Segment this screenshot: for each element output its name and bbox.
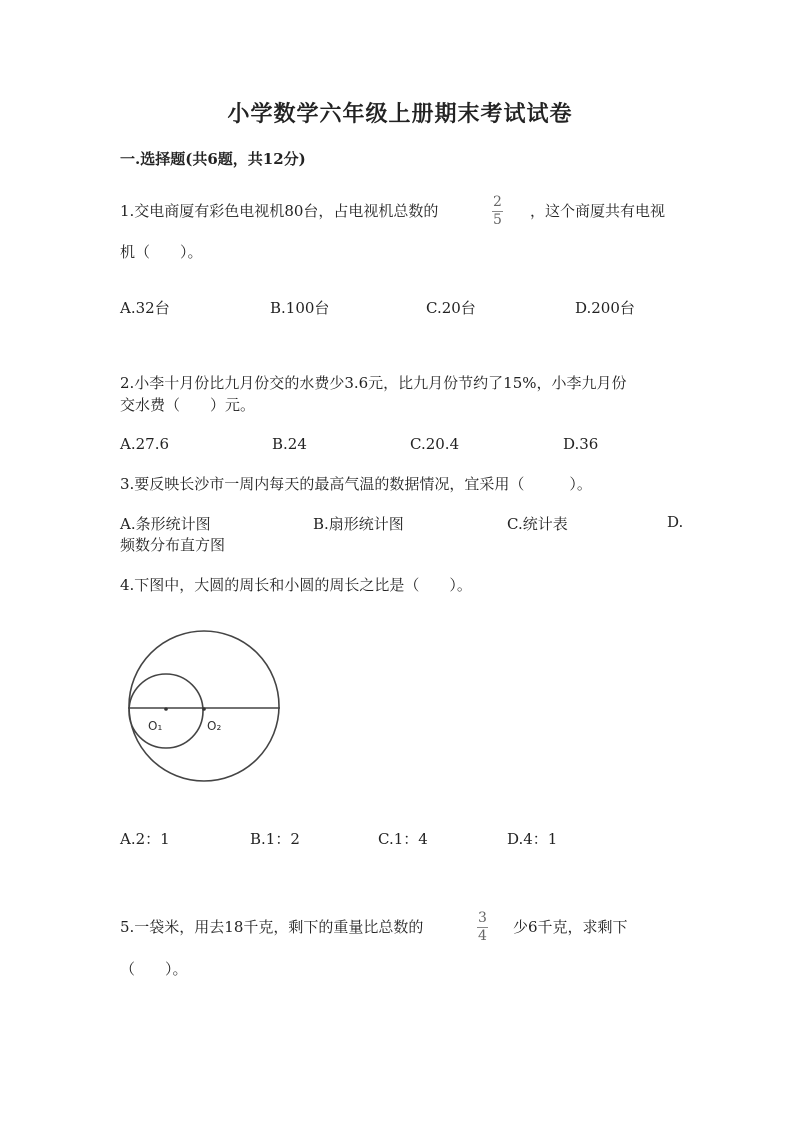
center-o2-dot	[202, 707, 206, 711]
q1-fraction	[492, 195, 503, 228]
q2-text-line1: 2.小李十月份比九月份交的水费少3.6元，比九月份节约了15%，小李九月份	[120, 374, 627, 392]
q5-fraction-denominator: 4	[478, 928, 487, 944]
q1-text-part1: 1.交电商厦有彩色电视机80台，占电视机总数的	[120, 202, 439, 220]
q5-text-part2: 少6千克，求剩下	[513, 918, 628, 936]
section-heading: 一.选择题(共6题，共12分)	[120, 150, 306, 168]
label-o2: O₂	[207, 719, 222, 733]
q1-fraction-numerator: 2	[493, 194, 502, 210]
q1-text-part2: ，这个商厦共有电视	[530, 202, 666, 220]
q1-text-part3: 机（ ）。	[120, 243, 203, 261]
q3-option-c: C.统计表	[507, 515, 568, 533]
q1-option-c: C.20台	[426, 299, 476, 317]
q4-option-a: A.2：1	[120, 830, 170, 848]
q2-option-d: D.36	[563, 435, 599, 453]
small-circle	[129, 674, 203, 748]
center-o1-dot	[164, 707, 168, 711]
q3-option-d: D.	[667, 513, 684, 531]
q2-text-line2: 交水费（ ）元。	[120, 396, 256, 414]
q3-option-a: A.条形统计图	[120, 515, 211, 533]
q4-text: 4.下图中，大圆的周长和小圆的周长之比是（ ）。	[120, 576, 472, 594]
q5-text-part3: （ ）。	[120, 960, 188, 978]
q4-option-b: B.1：2	[250, 830, 300, 848]
q4-option-c: C.1：4	[378, 830, 428, 848]
q5-text-part1: 5.一袋米，用去18千克，剩下的重量比总数的	[120, 918, 424, 936]
large-circle	[129, 631, 279, 781]
q1-option-a: A.32台	[120, 299, 170, 317]
q5-fraction	[477, 911, 488, 944]
q3-option-d-continued: 频数分布直方图	[120, 536, 226, 554]
q2-option-b: B.24	[272, 435, 307, 453]
q3-option-b: B.扇形统计图	[313, 515, 404, 533]
q3-text: 3.要反映长沙市一周内每天的最高气温的数据情况，宜采用（ ）。	[120, 475, 592, 493]
q2-option-c: C.20.4	[410, 435, 460, 453]
exam-title: 小学数学六年级上册期末考试试卷	[227, 101, 573, 127]
circles-figure	[120, 626, 290, 786]
q1-fraction-denominator: 5	[493, 212, 502, 228]
q5-fraction-numerator: 3	[478, 910, 487, 926]
q2-option-a: A.27.6	[120, 435, 169, 453]
q1-option-d: D.200台	[575, 299, 635, 317]
label-o1: O₁	[148, 719, 163, 733]
q4-option-d: D.4：1	[507, 830, 558, 848]
q1-option-b: B.100台	[270, 299, 330, 317]
